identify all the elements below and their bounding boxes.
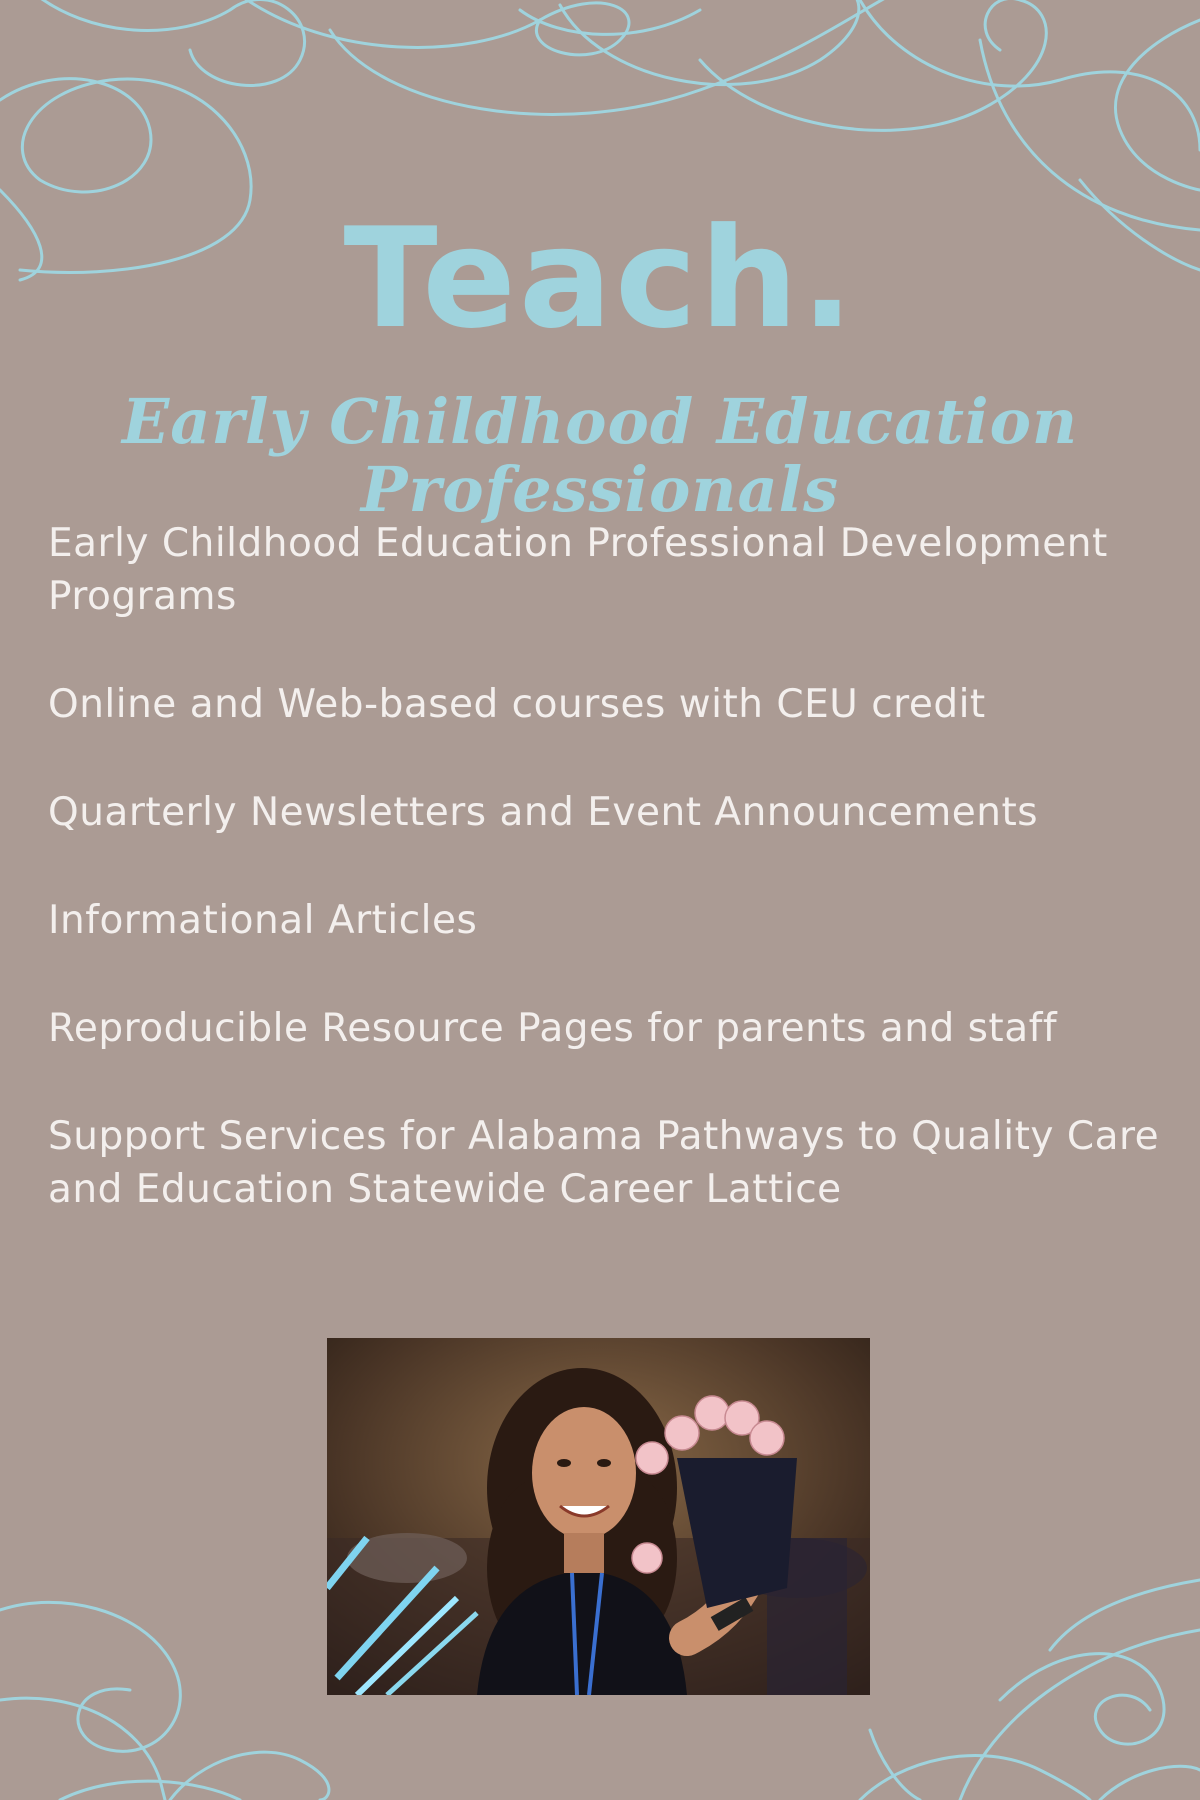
subheadline: Early Childhood Education Professionals — [121, 385, 1079, 527]
headline: Teach. — [343, 198, 857, 359]
list-item: Support Services for Alabama Pathways to Quality Care and Education Statewide Career Lattice — [48, 1114, 1160, 1212]
program-list — [48, 517, 1168, 1271]
list-item: Quarterly Newsletters and Event Announcements — [48, 790, 1039, 835]
list-item: Reproducible Resource Pages for parents and staff — [48, 1006, 1058, 1051]
list-item: Early Childhood Education Professional Development Programs — [48, 521, 1108, 619]
list-item: Online and Web-based courses with CEU credit — [48, 682, 986, 727]
list-item: Informational Articles — [48, 898, 478, 943]
teacher-photo — [327, 1338, 870, 1695]
